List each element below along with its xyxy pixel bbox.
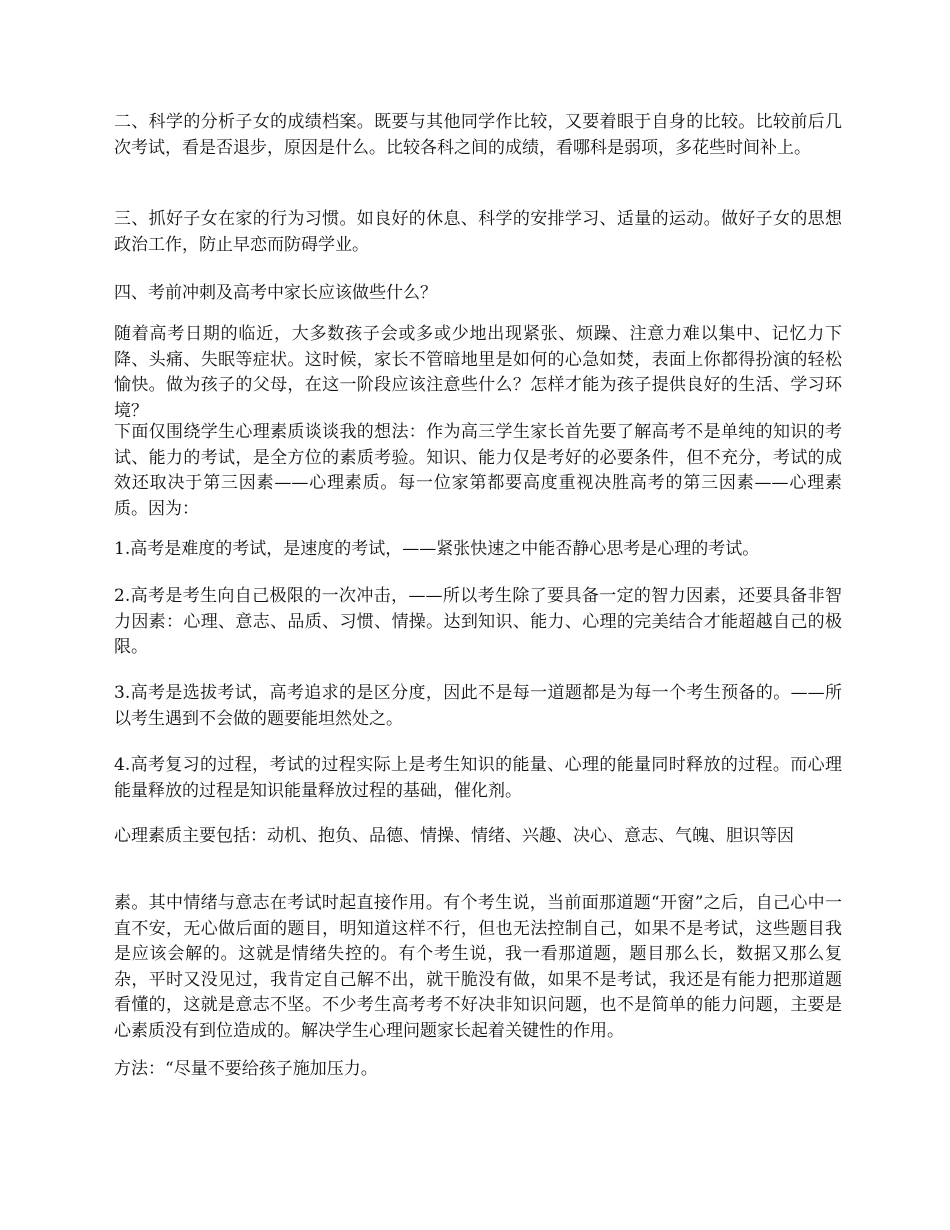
- list-item-3: 3.高考是选拔考试，高考追求的是区分度，因此不是每一道题都是为每一个考生预备的。——所以考生遇到不会做的题要能坦然处之。: [114, 683, 842, 729]
- paragraph-method: 方法：“尽量不要给孩子施加压力。: [114, 1059, 378, 1079]
- paragraph-section-three: 三、抓好子女在家的行为习惯。如良好的休息、科学的安排学习、适量的运动。做好子女的思想政治工作，防止早恋而防碍学业。: [114, 209, 842, 255]
- list-item-2: 2.高考是考生向自己极限的一次冲击，——所以考生除了要具备一定的智力因素，还要具备非智力因素：心理、意志、品质、习惯、情操。达到知识、能力、心理的完美结合才能超越自己的极限。: [114, 586, 842, 657]
- list-item-1: 1.高考是难度的考试，是速度的考试，——紧张快速之中能否静心思考是心理的考试。: [114, 539, 760, 559]
- paragraph-emotion-will: 素。其中情绪与意志在考试时起直接作用。有个考生说，当前面那道题“开窗”之后，自己心中一直不安，无心做后面的题目，明知道这样不行，但也无法控制自己，如果不是考试，这些题目我是应该会解的。这就是情绪失控的。有个考生说，我一看那道题，题目那么长，数据又那么复杂，平时又没见过，我肯定自己解不出，就干脆没有做，如果不是考试，我还是有能力把那道题看懂的，这就是意志不坚。不少考生高考考不好决非知识问题，也不是简单的能力问题，主要是心素质没有到位造成的。解决学生心理问题家长起着关键性的作用。: [114, 893, 842, 1041]
- paragraph-section-four-heading: 四、考前冲刺及高考中家长应该做些什么？: [114, 283, 437, 303]
- paragraph-psychology-factors: 心理素质主要包括：动机、抱负、品德、情操、情绪、兴趣、决心、意志、气魄、胆识等因: [114, 826, 794, 846]
- paragraph-intro: 随着高考日期的临近，大多数孩子会或多或少地出现紧张、烦躁、注意力难以集中、记忆力下降、头痛、失眠等症状。这时候，家长不管暗地里是如何的心急如焚，表面上你都得扮演的轻松愉快。做为孩子的父母，在这一阶段应该注意些什么？怎样才能为孩子提供良好的生活、学习环境？: [114, 324, 842, 421]
- paragraph-psychology-view: 下面仅围绕学生心理素质谈谈我的想法：作为高三学生家长首先要了解高考不是单纯的知识的考试、能力的考试，是全方位的素质考验。知识、能力仅是考好的必要条件，但不充分，考试的成效还取决于第三因素——心理素质。每一位家第都要高度重视决胜高考的第三因素——心理素质。因为：: [114, 422, 842, 519]
- list-item-4: 4.高考复习的过程，考试的过程实际上是考生知识的能量、心理的能量同时释放的过程。而心理能量释放的过程是知识能量释放过程的基础，催化剂。: [114, 755, 842, 801]
- paragraph-section-two: 二、科学的分析子女的成绩档案。既要与其他同学作比较，又要着眼于自身的比较。比较前后几次考试，看是否退步，原因是什么。比较各科之间的成绩，看哪科是弱项，多花些时间补上。: [114, 112, 842, 158]
